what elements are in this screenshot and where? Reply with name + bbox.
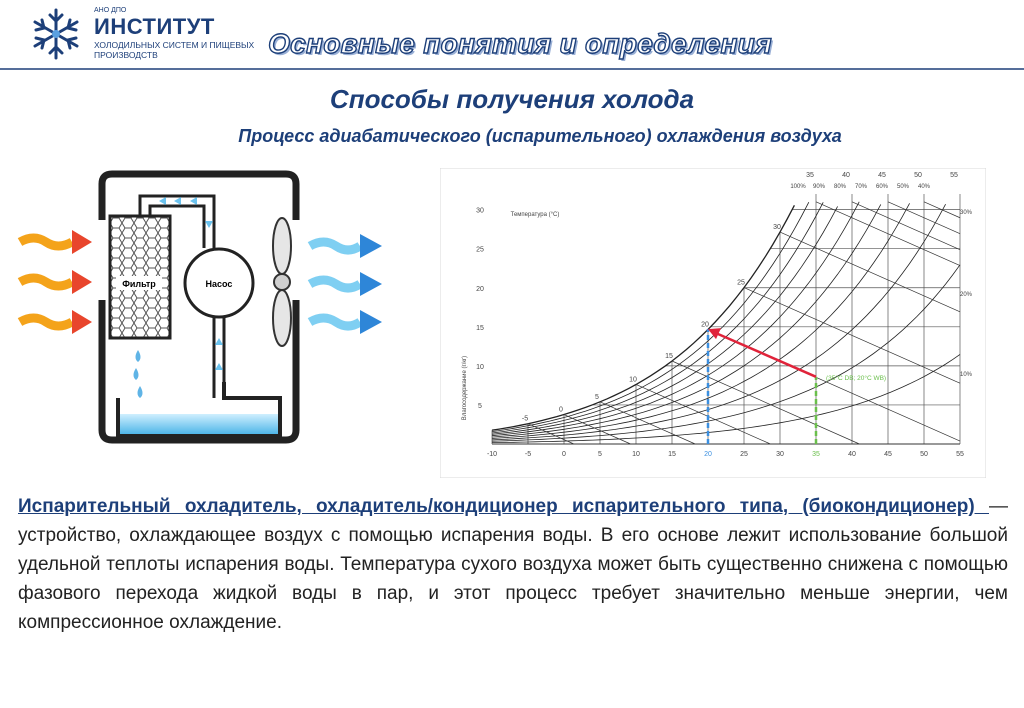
top-scale-label: 35 xyxy=(806,172,814,179)
filter-label: Фильтр xyxy=(122,279,156,289)
x-tick-label: 5 xyxy=(598,451,602,458)
right-rh-label: 20% xyxy=(959,292,973,298)
x-tick-label: -10 xyxy=(486,451,498,458)
evaporative-cooler-diagram xyxy=(14,168,394,468)
right-rh-label: 10% xyxy=(959,372,973,378)
header-divider xyxy=(0,66,1024,72)
rh-label: 90% xyxy=(812,184,826,190)
top-scale-label: 50 xyxy=(914,172,922,179)
x-tick-label: 15 xyxy=(668,451,676,458)
top-scale-label: 45 xyxy=(878,172,886,179)
wet-bulb-label: 0 xyxy=(559,406,563,414)
pump-label: Насос xyxy=(205,279,233,289)
page-heading: Способы получения холода xyxy=(329,84,695,114)
x-axis-title: Температура (°C) xyxy=(510,212,560,218)
x-tick-label: 40 xyxy=(848,451,856,458)
x-tick-label: 45 xyxy=(884,451,892,458)
hot-air-arrows-icon xyxy=(20,230,92,334)
y-tick-label: 20 xyxy=(476,285,484,293)
y-tick-label: 15 xyxy=(476,324,484,332)
y-tick-label: 5 xyxy=(478,402,482,410)
water-drops-icon xyxy=(134,350,143,398)
definition-paragraph xyxy=(18,492,1008,692)
x-tick-label: 10 xyxy=(632,451,640,458)
right-rh-label: 30% xyxy=(959,210,973,216)
water-tray xyxy=(120,414,278,434)
top-scale-label: 40 xyxy=(842,172,850,179)
rh-label: 50% xyxy=(896,184,910,190)
top-scale-label: 55 xyxy=(950,172,958,179)
wet-bulb-label: 15 xyxy=(665,352,673,360)
x-tick-label: 25 xyxy=(740,451,748,458)
x-tick-label: 0 xyxy=(562,451,566,458)
fan-icon xyxy=(273,218,291,346)
x-tick-label: 55 xyxy=(956,451,964,458)
definition-term: Испарительный охладитель, охладитель/кондиционер испарительного типа, (биокондиционер) xyxy=(18,496,989,517)
institute-logo[interactable] xyxy=(28,4,258,66)
x-tick-label: 30 xyxy=(776,451,784,458)
wet-bulb-label: 30 xyxy=(773,224,781,232)
rh-label: 60% xyxy=(875,184,889,190)
state-annotation: (35°C DB; 20°C WB) xyxy=(826,374,887,382)
x-tick-label: 20 xyxy=(704,451,712,458)
wet-bulb-label: 25 xyxy=(737,279,745,287)
header xyxy=(0,0,1024,78)
x-tick-label: -5 xyxy=(524,451,532,458)
x-tick-label: 50 xyxy=(920,451,928,458)
rh-label: 40% xyxy=(917,184,931,190)
logo-name: ИНСТИТУТ xyxy=(94,14,215,39)
cold-air-arrows-icon xyxy=(310,234,382,334)
logo-subtitle: ХОЛОДИЛЬНЫХ СИСТЕМ И ПИЩЕВЫХ ПРОИЗВОДСТВ xyxy=(94,40,255,60)
snowflake-icon xyxy=(28,6,84,62)
slide-title: Основные понятия и определения xyxy=(268,28,772,59)
x-tick-label: 35 xyxy=(812,451,820,458)
logo-prefix: АНО ДПО xyxy=(94,7,127,14)
psychrometric-chart xyxy=(440,168,986,478)
page-subheading: Процесс адиабатического (испарительного) охлаждения воздуха xyxy=(238,126,842,146)
rh-label: 100% xyxy=(790,184,806,190)
rh-label: 80% xyxy=(833,184,847,190)
wet-bulb-label: -5 xyxy=(521,415,529,423)
wet-bulb-label: 20 xyxy=(701,321,709,329)
y-tick-label: 25 xyxy=(476,246,484,254)
y-tick-label: 10 xyxy=(476,363,484,371)
wet-bulb-label: 10 xyxy=(629,376,637,384)
y-tick-label: 30 xyxy=(476,207,484,215)
rh-label: 70% xyxy=(854,184,868,190)
wet-bulb-label: 5 xyxy=(595,393,599,401)
definition-text: — устройство, охлаждающее воздух с помощью испарения воды. В его основе лежит использование большой удельной теплоты испарения воды. Температура сухого воздуха может быть существенно снижена с помощью фазового перехода жидкой воды в пар, и этот процесс требует значительно меньше энергии, чем компрессионное охлаждение. xyxy=(18,496,1008,633)
y-axis-title: Влагосодержание (г/кг) xyxy=(462,355,468,421)
